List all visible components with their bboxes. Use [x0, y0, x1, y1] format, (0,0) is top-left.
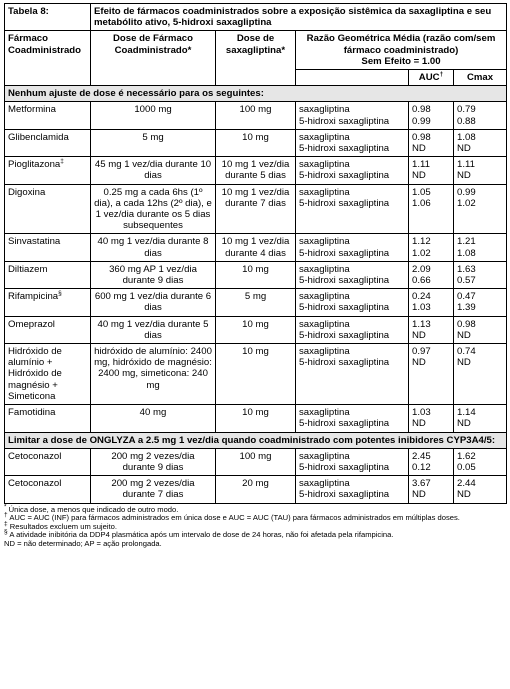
auc-value: 0.98 — [412, 131, 431, 143]
cmax-cell — [454, 289, 507, 316]
header-dose-drug: Dose de Fármaco Coadministrado* — [91, 31, 216, 86]
table-title: Efeito de fármacos coadministrados sobre a exposição sistêmica da saxagliptina e seu metabólito ativo, 5-hidroxi saxagliptina — [91, 4, 507, 31]
auc-value: ND — [412, 357, 426, 369]
drug-name: Famotidina — [8, 407, 56, 419]
cmax-value: 0.74 — [457, 346, 476, 358]
dose-drug-cell: 200 mg 2 vezes/dia durante 9 dias — [91, 448, 216, 475]
auc-value: 1.03 — [412, 407, 431, 419]
auc-value: 0.12 — [412, 461, 431, 473]
dose-drug-cell: 360 mg AP 1 vez/dia durante 9 dias — [91, 261, 216, 288]
table-row — [5, 129, 507, 156]
analyte-metabolite: 5-hidroxi saxagliptina — [299, 247, 390, 259]
analyte-parent: saxagliptina — [299, 159, 350, 171]
auc-value: ND — [412, 143, 426, 155]
drug-name: Sinvastatina — [8, 236, 61, 248]
dose-saxa-cell: 10 mg 1 vez/dia durante 7 dias — [216, 184, 296, 234]
auc-cell — [409, 448, 454, 475]
footnote-mark: † — [4, 511, 8, 519]
dose-drug-cell: 40 mg 1 vez/dia durante 8 dias — [91, 234, 216, 261]
dose-drug-cell: 45 mg 1 vez/dia durante 10 dias — [91, 157, 216, 184]
analyte-metabolite: 5-hidroxi saxagliptina — [299, 357, 390, 369]
cmax-value: 0.05 — [457, 461, 476, 473]
auc-cell — [409, 129, 454, 156]
cmax-value: 1.39 — [457, 302, 476, 314]
cmax-cell — [454, 448, 507, 475]
analyte-parent: saxagliptina — [299, 104, 350, 116]
cmax-value: 1.21 — [457, 236, 476, 248]
cmax-value: 1.02 — [457, 197, 476, 209]
drug-name: Digoxina — [8, 186, 46, 198]
section-2-row — [5, 432, 507, 448]
cmax-value: 1.63 — [457, 263, 476, 275]
header-row — [5, 31, 507, 70]
auc-value: 1.06 — [412, 197, 431, 209]
drug-name: Pioglitazona — [8, 159, 61, 171]
header-auc-label: AUC — [418, 72, 440, 84]
analyte-cell — [296, 405, 409, 432]
drug-cell — [5, 316, 91, 343]
analyte-parent: saxagliptina — [299, 263, 350, 275]
analyte-metabolite: 5-hidroxi saxagliptina — [299, 275, 390, 287]
analyte-cell — [296, 184, 409, 234]
analyte-parent: saxagliptina — [299, 186, 350, 198]
auc-value: 1.13 — [412, 318, 431, 330]
analyte-parent: saxagliptina — [299, 236, 350, 248]
cmax-cell — [454, 129, 507, 156]
drug-name: Glibenclamida — [8, 131, 69, 143]
drug-mark: ‡ — [60, 158, 64, 166]
section-1-row — [5, 86, 507, 102]
auc-cell — [409, 316, 454, 343]
dose-saxa-cell: 10 mg — [216, 316, 296, 343]
auc-cell — [409, 157, 454, 184]
cmax-cell — [454, 157, 507, 184]
auc-value: 0.97 — [412, 346, 431, 358]
dose-saxa-cell: 10 mg — [216, 261, 296, 288]
drug-cell — [5, 344, 91, 405]
drug-name: Rifampicina — [8, 291, 59, 303]
analyte-metabolite: 5-hidroxi saxagliptina — [299, 489, 390, 501]
footnote-text: AUC = AUC (INF) para fármacos administrados em única dose e AUC = AUC (TAU) para fármacos administrados em múltiplas doses. — [9, 513, 460, 523]
analyte-cell — [296, 316, 409, 343]
cmax-cell — [454, 344, 507, 405]
drug-cell — [5, 476, 91, 503]
auc-value: 0.24 — [412, 291, 431, 303]
table-row — [5, 261, 507, 288]
analyte-parent: saxagliptina — [299, 318, 350, 330]
auc-cell — [409, 234, 454, 261]
auc-value: ND — [412, 418, 426, 430]
cmax-cell — [454, 261, 507, 288]
drug-name: Omeprazol — [8, 318, 55, 330]
auc-cell — [409, 344, 454, 405]
cmax-value: 1.62 — [457, 450, 476, 462]
auc-value: 1.02 — [412, 247, 431, 259]
dose-drug-cell: 40 mg — [91, 405, 216, 432]
analyte-parent: saxagliptina — [299, 131, 350, 143]
cmax-cell — [454, 476, 507, 503]
auc-value: 1.05 — [412, 186, 431, 198]
auc-value: 1.11 — [412, 159, 430, 171]
cmax-cell — [454, 405, 507, 432]
drug-cell — [5, 157, 91, 184]
dose-drug-cell: 5 mg — [91, 129, 216, 156]
auc-cell — [409, 102, 454, 129]
drug-cell — [5, 184, 91, 234]
cmax-value: ND — [457, 143, 471, 155]
footnote-text: A atividade inibitória da DDP4 plasmática após um intervalo de dose de 24 horas, não foi afetada pela rifampicina. — [9, 530, 394, 540]
cmax-value: 1.14 — [457, 407, 476, 419]
analyte-metabolite: 5-hidroxi saxagliptina — [299, 418, 390, 430]
header-blank — [296, 70, 409, 86]
dose-saxa-cell: 10 mg — [216, 405, 296, 432]
dose-saxa-cell: 10 mg 1 vez/dia durante 5 dias — [216, 157, 296, 184]
dose-drug-cell: 40 mg 1 vez/dia durante 5 dias — [91, 316, 216, 343]
drug-cell — [5, 448, 91, 475]
auc-value: ND — [412, 329, 426, 341]
cmax-cell — [454, 184, 507, 234]
analyte-metabolite: 5-hidroxi saxagliptina — [299, 461, 390, 473]
interaction-table — [4, 3, 507, 504]
analyte-metabolite: 5-hidroxi saxagliptina — [299, 329, 390, 341]
analyte-parent: saxagliptina — [299, 478, 350, 490]
cmax-cell — [454, 102, 507, 129]
drug-cell — [5, 261, 91, 288]
dose-saxa-cell: 5 mg — [216, 289, 296, 316]
auc-value: ND — [412, 170, 426, 182]
footnote-text: ND = não determinado; AP = ação prolongada. — [4, 538, 162, 548]
analyte-cell — [296, 234, 409, 261]
cmax-value: ND — [457, 357, 471, 369]
analyte-metabolite: 5-hidroxi saxagliptina — [299, 143, 390, 155]
drug-name: Cetoconazol — [8, 450, 62, 462]
footnote-mark: § — [4, 528, 8, 536]
dose-drug-cell: 0.25 mg a cada 6hs (1º dia), a cada 12hs (2º dia), e 1 vez/dia durante os 5 dias subsequentes — [91, 184, 216, 234]
footnote-text: Única dose, a menos que indicado de outro modo. — [8, 504, 179, 514]
dose-drug-cell: 200 mg 2 vezes/dia durante 7 dias — [91, 476, 216, 503]
cmax-value: 1.08 — [457, 131, 476, 143]
drug-cell — [5, 129, 91, 156]
table-row — [5, 448, 507, 475]
table-row — [5, 316, 507, 343]
cmax-value: ND — [457, 170, 471, 182]
cmax-value: 0.47 — [457, 291, 476, 303]
table-row — [5, 234, 507, 261]
auc-value: 1.12 — [412, 236, 431, 248]
cmax-value: 0.98 — [457, 318, 476, 330]
table-title-row — [5, 4, 507, 31]
cmax-value: 0.99 — [457, 186, 476, 198]
section-1: Nenhum ajuste de dose é necessário para os seguintes: — [5, 86, 507, 102]
analyte-cell — [296, 344, 409, 405]
auc-cell — [409, 261, 454, 288]
analyte-cell — [296, 129, 409, 156]
dose-drug-cell: 1000 mg — [91, 102, 216, 129]
cmax-value: 2.44 — [457, 478, 476, 490]
drug-cell — [5, 234, 91, 261]
drug-name: Hidróxido de alumínio + Hidróxido de magnésio + Simeticona — [8, 346, 62, 402]
dose-drug-cell: hidróxido de alumínio: 2400 mg, hidróxido de magnésio: 2400 mg, simeticona: 240 mg — [91, 344, 216, 405]
cmax-value: 1.08 — [457, 247, 476, 259]
footnote-mark: ‡ — [4, 520, 8, 528]
analyte-metabolite: 5-hidroxi saxagliptina — [299, 197, 390, 209]
header-auc-mark: † — [439, 70, 444, 78]
analyte-cell — [296, 261, 409, 288]
dose-saxa-cell: 10 mg 1 vez/dia durante 4 dias — [216, 234, 296, 261]
analyte-cell — [296, 476, 409, 503]
auc-value: ND — [412, 489, 426, 501]
table-row — [5, 184, 507, 234]
footnote-mark: * — [4, 502, 7, 510]
auc-value: 0.66 — [412, 275, 431, 287]
cmax-value: ND — [457, 329, 471, 341]
auc-cell — [409, 184, 454, 234]
dose-saxa-cell: 10 mg — [216, 129, 296, 156]
cmax-cell — [454, 316, 507, 343]
cmax-value: 0.57 — [457, 275, 476, 287]
analyte-cell — [296, 102, 409, 129]
header-dose-saxa: Dose de saxagliptina* — [216, 31, 296, 86]
table-row — [5, 405, 507, 432]
analyte-metabolite: 5-hidroxi saxagliptina — [299, 302, 390, 314]
section-2: Limitar a dose de ONGLYZA a 2.5 mg 1 vez/dia quando coadministrado com potentes inibidores CYP3A4/5: — [5, 432, 507, 448]
cmax-value: ND — [457, 418, 471, 430]
document — [4, 3, 506, 548]
analyte-cell — [296, 448, 409, 475]
header-ratio-text: Razão Geométrica Média (razão com/sem fármaco coadministrado) — [306, 33, 496, 56]
analyte-parent: saxagliptina — [299, 407, 350, 419]
header-ratio — [296, 31, 507, 70]
auc-value: 2.09 — [412, 263, 431, 275]
header-cmax: Cmax — [454, 70, 507, 86]
table-row — [5, 344, 507, 405]
header-drug: Fármaco Coadministrado — [5, 31, 91, 86]
cmax-value: 0.88 — [457, 115, 476, 127]
cmax-value: 0.79 — [457, 104, 476, 116]
header-auc — [409, 70, 454, 86]
drug-mark: § — [58, 290, 62, 298]
footnotes — [4, 502, 506, 549]
dose-saxa-cell: 100 mg — [216, 448, 296, 475]
drug-cell — [5, 289, 91, 316]
analyte-parent: saxagliptina — [299, 450, 350, 462]
auc-value: 2.45 — [412, 450, 431, 462]
auc-value: 0.99 — [412, 115, 431, 127]
table-label: Tabela 8: — [5, 4, 91, 31]
auc-cell — [409, 289, 454, 316]
analyte-cell — [296, 289, 409, 316]
dose-drug-cell: 600 mg 1 vez/dia durante 6 dias — [91, 289, 216, 316]
auc-value: 1.03 — [412, 302, 431, 314]
drug-name: Cetoconazol — [8, 478, 62, 490]
drug-cell — [5, 102, 91, 129]
dose-saxa-cell: 10 mg — [216, 344, 296, 405]
table-row — [5, 157, 507, 184]
footnote — [4, 540, 506, 549]
auc-value: 3.67 — [412, 478, 431, 490]
cmax-cell — [454, 234, 507, 261]
table-row — [5, 289, 507, 316]
dose-saxa-cell: 100 mg — [216, 102, 296, 129]
analyte-parent: saxagliptina — [299, 291, 350, 303]
cmax-value: 1.11 — [457, 159, 475, 171]
header-no-effect: Sem Efeito = 1.00 — [361, 55, 441, 67]
drug-name: Diltiazem — [8, 263, 48, 275]
drug-cell — [5, 405, 91, 432]
drug-name: Metformina — [8, 104, 56, 116]
auc-cell — [409, 405, 454, 432]
auc-value: 0.98 — [412, 104, 431, 116]
footnote-text: Resultados excluem um sujeito. — [9, 521, 117, 531]
table-row — [5, 476, 507, 503]
table-row — [5, 102, 507, 129]
dose-saxa-cell: 20 mg — [216, 476, 296, 503]
cmax-value: ND — [457, 489, 471, 501]
analyte-parent: saxagliptina — [299, 346, 350, 358]
analyte-cell — [296, 157, 409, 184]
auc-cell — [409, 476, 454, 503]
analyte-metabolite: 5-hidroxi saxagliptina — [299, 170, 390, 182]
analyte-metabolite: 5-hidroxi saxagliptina — [299, 115, 390, 127]
